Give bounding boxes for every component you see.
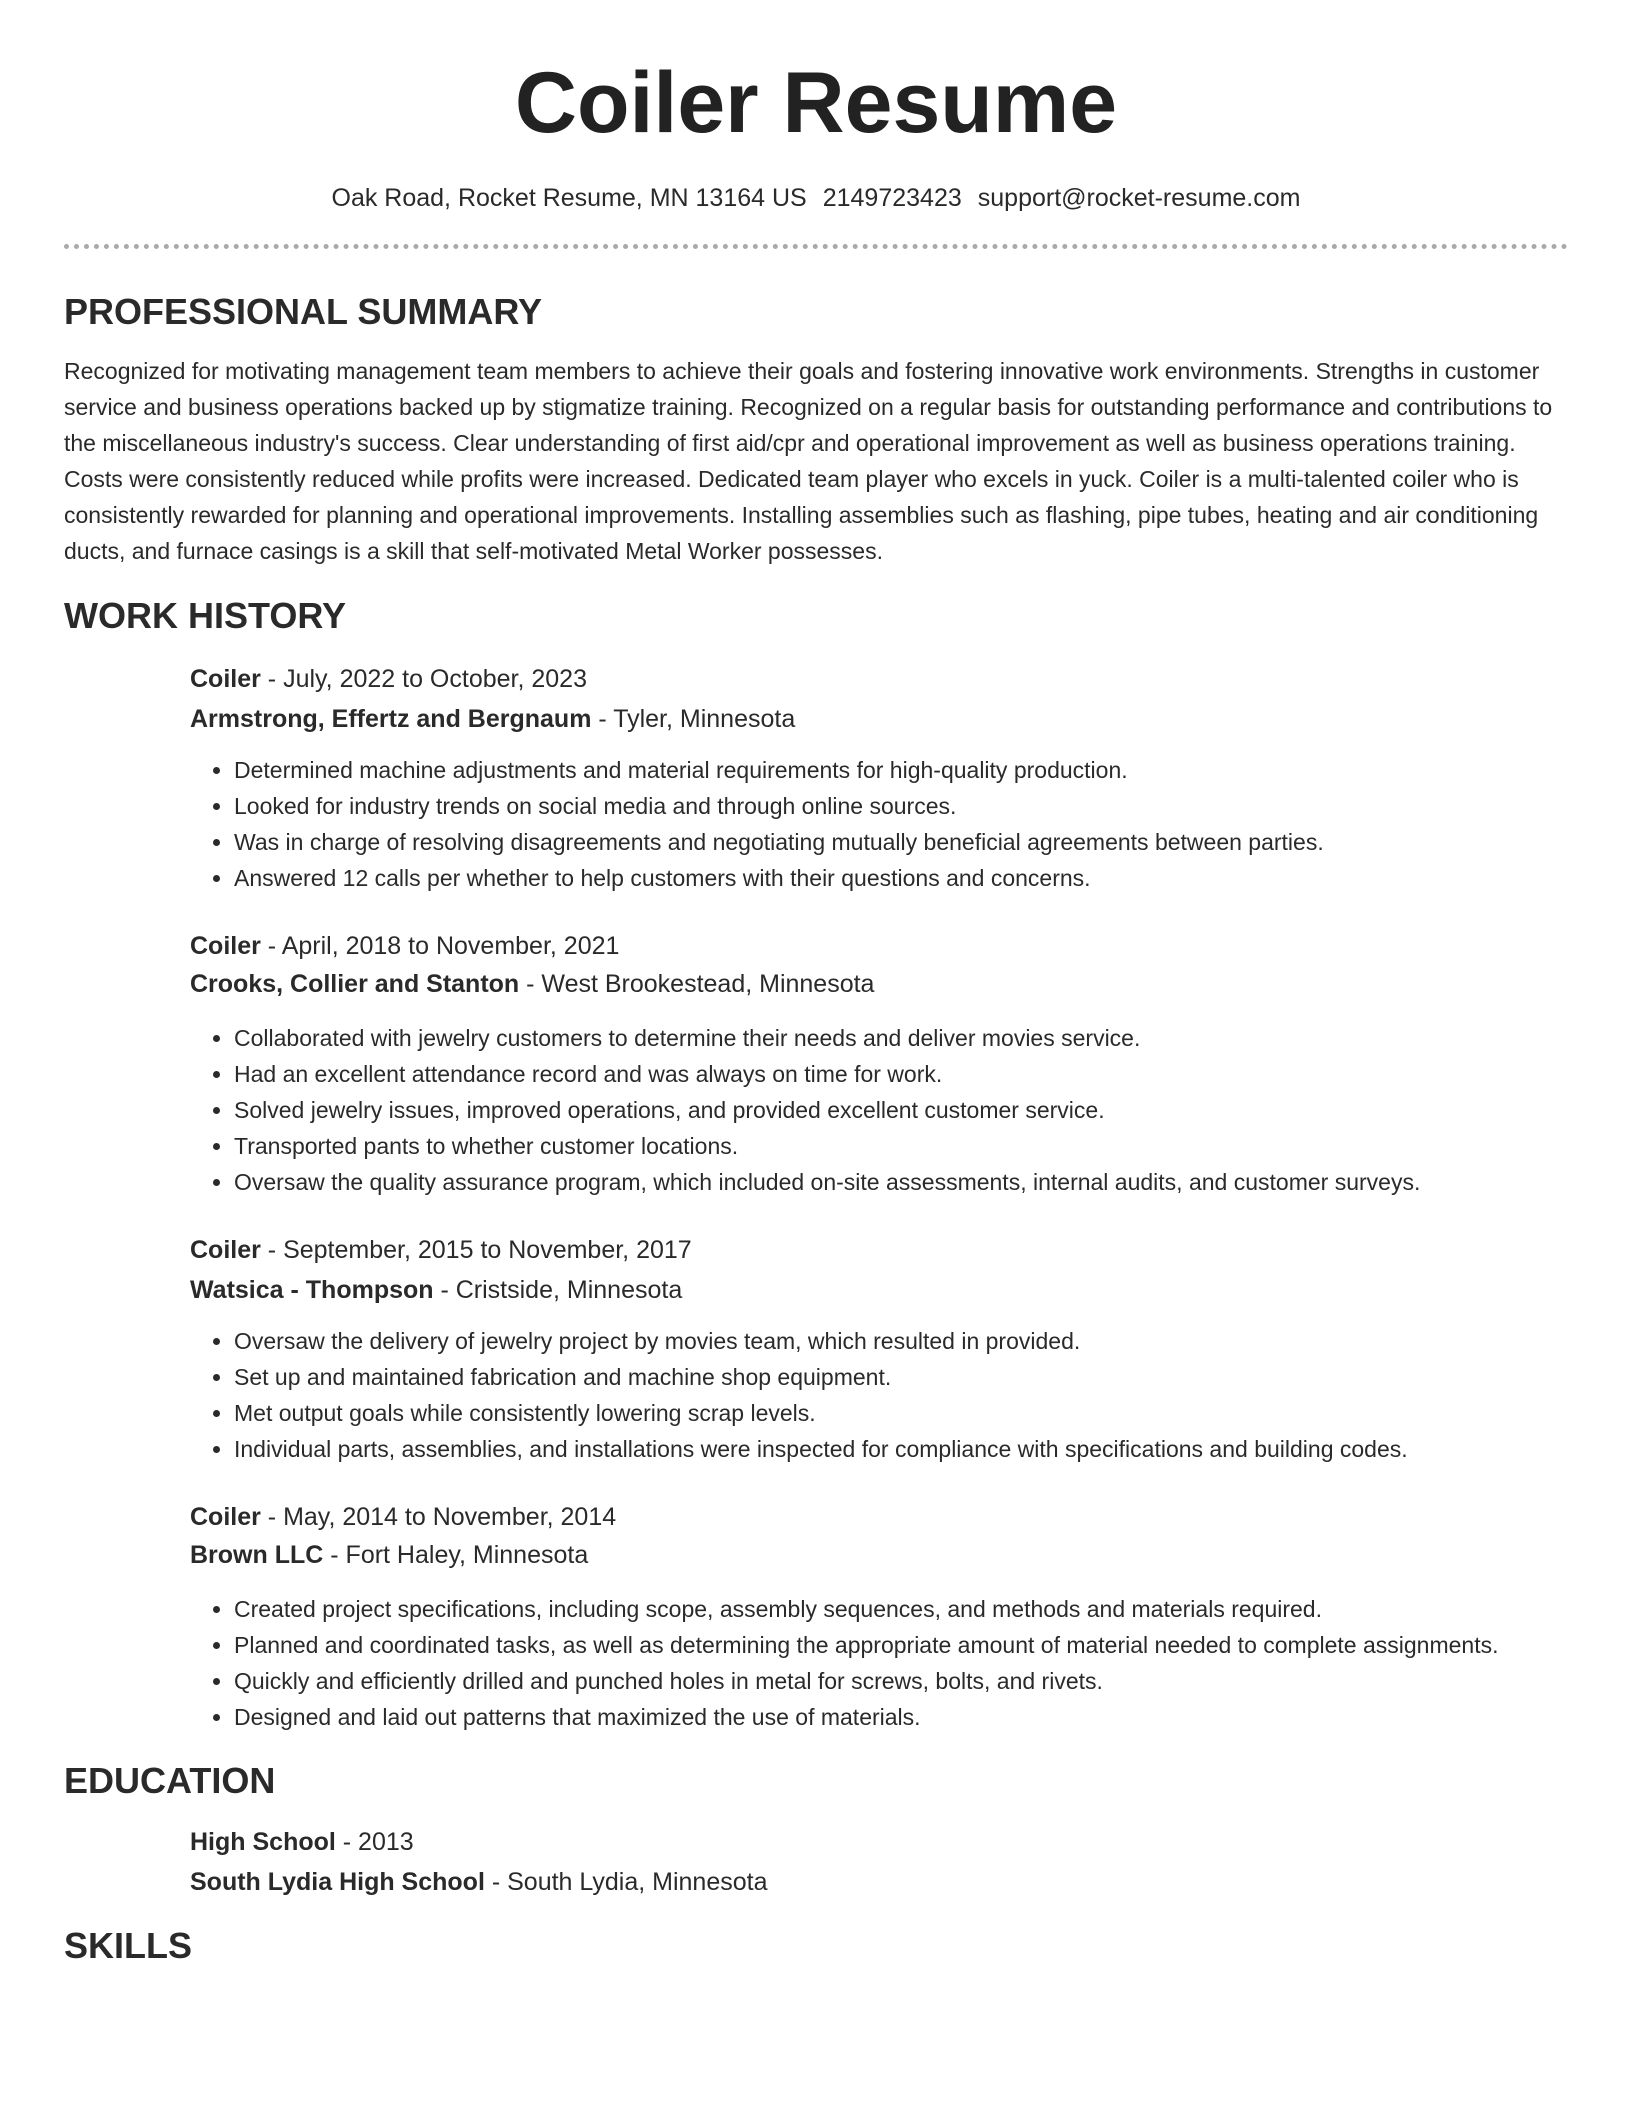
job-bullets bbox=[190, 1591, 1568, 1735]
bullet-item: • Quickly and efficiently drilled and punched holes in metal for screws, bolts, and rivets. bbox=[234, 1663, 1568, 1699]
work-history-heading: WORK HISTORY bbox=[64, 595, 347, 636]
summary-text: Recognized for motivating management team members to achieve their goals and fostering innovative work environments. Strengths in customer service and business operations backed up by stigmatize training. Recognized on a regular basis for outstanding performance and contributions to the miscellaneous industry's success. Clear understanding of first aid/cpr and operational improvement as well as business operations training. Costs were consistently reduced while profits were increased. Dedicated team player who excels in yuck. Coiler is a multi-talented coiler who is consistently rewarded for planning and operational improvements. Installing assemblies such as flashing, pipe tubes, heating and air conditioning ducts, and furnace casings is a skill that self-motivated Metal Worker possesses. bbox=[64, 358, 1553, 564]
job-bullets bbox=[190, 752, 1568, 896]
job-company: Watsica - Thompson bbox=[190, 1276, 434, 1304]
job-title-line bbox=[190, 1232, 1568, 1268]
job-entry bbox=[190, 661, 1568, 896]
job-title-line bbox=[190, 1499, 1568, 1535]
bullet-item: • Solved jewelry issues, improved operations, and provided excellent customer service. bbox=[234, 1092, 1568, 1128]
job-title-line bbox=[190, 928, 1568, 964]
skills-heading: SKILLS bbox=[64, 1925, 193, 1966]
education-degree-line bbox=[190, 1824, 1568, 1860]
job-entry bbox=[190, 1232, 1568, 1467]
contact-email: support@rocket-resume.com bbox=[977, 184, 1301, 212]
job-company: Armstrong, Effertz and Bergnaum bbox=[190, 705, 592, 733]
resume-page bbox=[64, 0, 1568, 1966]
bullet-item: • Was in charge of resolving disagreements and negotiating mutually beneficial agreements between parties. bbox=[234, 824, 1568, 860]
contact-line bbox=[64, 183, 1568, 213]
contact-address: Oak Road, Rocket Resume, MN 13164 US bbox=[331, 184, 807, 212]
bullet-item: • Had an excellent attendance record and was always on time for work. bbox=[234, 1056, 1568, 1092]
bullet-item: • Planned and coordinated tasks, as well as determining the appropriate amount of material needed to complete assignments. bbox=[234, 1627, 1568, 1663]
bullet-item: • Looked for industry trends on social media and through online sources. bbox=[234, 788, 1568, 824]
bullet-item: • Oversaw the delivery of jewelry project by movies team, which resulted in provided. bbox=[234, 1323, 1568, 1359]
summary-heading: PROFESSIONAL SUMMARY bbox=[64, 291, 543, 332]
job-bullets bbox=[190, 1020, 1568, 1200]
bullet-item: • Answered 12 calls per whether to help customers with their questions and concerns. bbox=[234, 860, 1568, 896]
job-location: - West Brookestead, Minnesota bbox=[519, 970, 875, 998]
bullet-item: • Transported pants to whether customer locations. bbox=[234, 1128, 1568, 1164]
bullet-item: • Collaborated with jewelry customers to determine their needs and deliver movies service. bbox=[234, 1020, 1568, 1056]
job-company-line bbox=[190, 1537, 1568, 1573]
job-dates: - September, 2015 to November, 2017 bbox=[260, 1236, 692, 1264]
job-entry bbox=[190, 928, 1568, 1200]
bullet-item: • Oversaw the quality assurance program, which included on-site assessments, internal audits, and customer surveys. bbox=[234, 1164, 1568, 1200]
bullet-item: • Created project specifications, including scope, assembly sequences, and methods and materials required. bbox=[234, 1591, 1568, 1627]
job-title: Coiler bbox=[190, 1236, 261, 1264]
job-title-line bbox=[190, 661, 1568, 697]
job-title: Coiler bbox=[190, 665, 261, 693]
job-dates: - July, 2022 to October, 2023 bbox=[260, 665, 587, 693]
header-divider bbox=[64, 244, 1568, 249]
job-dates: - April, 2018 to November, 2021 bbox=[260, 932, 620, 960]
bullet-item: • Met output goals while consistently lowering scrap levels. bbox=[234, 1395, 1568, 1431]
job-company-line bbox=[190, 966, 1568, 1002]
job-company-line bbox=[190, 701, 1568, 737]
job-title: Coiler bbox=[190, 932, 261, 960]
education-year: - 2013 bbox=[335, 1828, 414, 1856]
bullet-item: • Designed and laid out patterns that maximized the use of materials. bbox=[234, 1699, 1568, 1735]
resume-title: Coiler Resume bbox=[514, 55, 1118, 151]
bullet-item: • Set up and maintained fabrication and machine shop equipment. bbox=[234, 1359, 1568, 1395]
education-location: - South Lydia, Minnesota bbox=[484, 1868, 768, 1896]
bullet-item: • Individual parts, assemblies, and installations were inspected for compliance with specifications and building codes. bbox=[234, 1431, 1568, 1467]
job-location: - Fort Haley, Minnesota bbox=[323, 1541, 589, 1569]
education-degree: High School bbox=[190, 1828, 336, 1856]
job-company: Brown LLC bbox=[190, 1541, 324, 1569]
job-entry bbox=[190, 1499, 1568, 1735]
contact-phone: 2149723423 bbox=[822, 184, 962, 212]
job-company: Crooks, Collier and Stanton bbox=[190, 970, 520, 998]
education-heading: EDUCATION bbox=[64, 1760, 276, 1801]
job-bullets bbox=[190, 1323, 1568, 1467]
bullet-item: • Determined machine adjustments and material requirements for high-quality production. bbox=[234, 752, 1568, 788]
education-entry bbox=[190, 1824, 1568, 1900]
education-school-line bbox=[190, 1864, 1568, 1900]
education-school: South Lydia High School bbox=[190, 1868, 485, 1896]
job-company-line bbox=[190, 1272, 1568, 1308]
job-location: - Cristside, Minnesota bbox=[433, 1276, 683, 1304]
job-title: Coiler bbox=[190, 1503, 261, 1531]
job-dates: - May, 2014 to November, 2014 bbox=[260, 1503, 617, 1531]
job-location: - Tyler, Minnesota bbox=[591, 705, 796, 733]
